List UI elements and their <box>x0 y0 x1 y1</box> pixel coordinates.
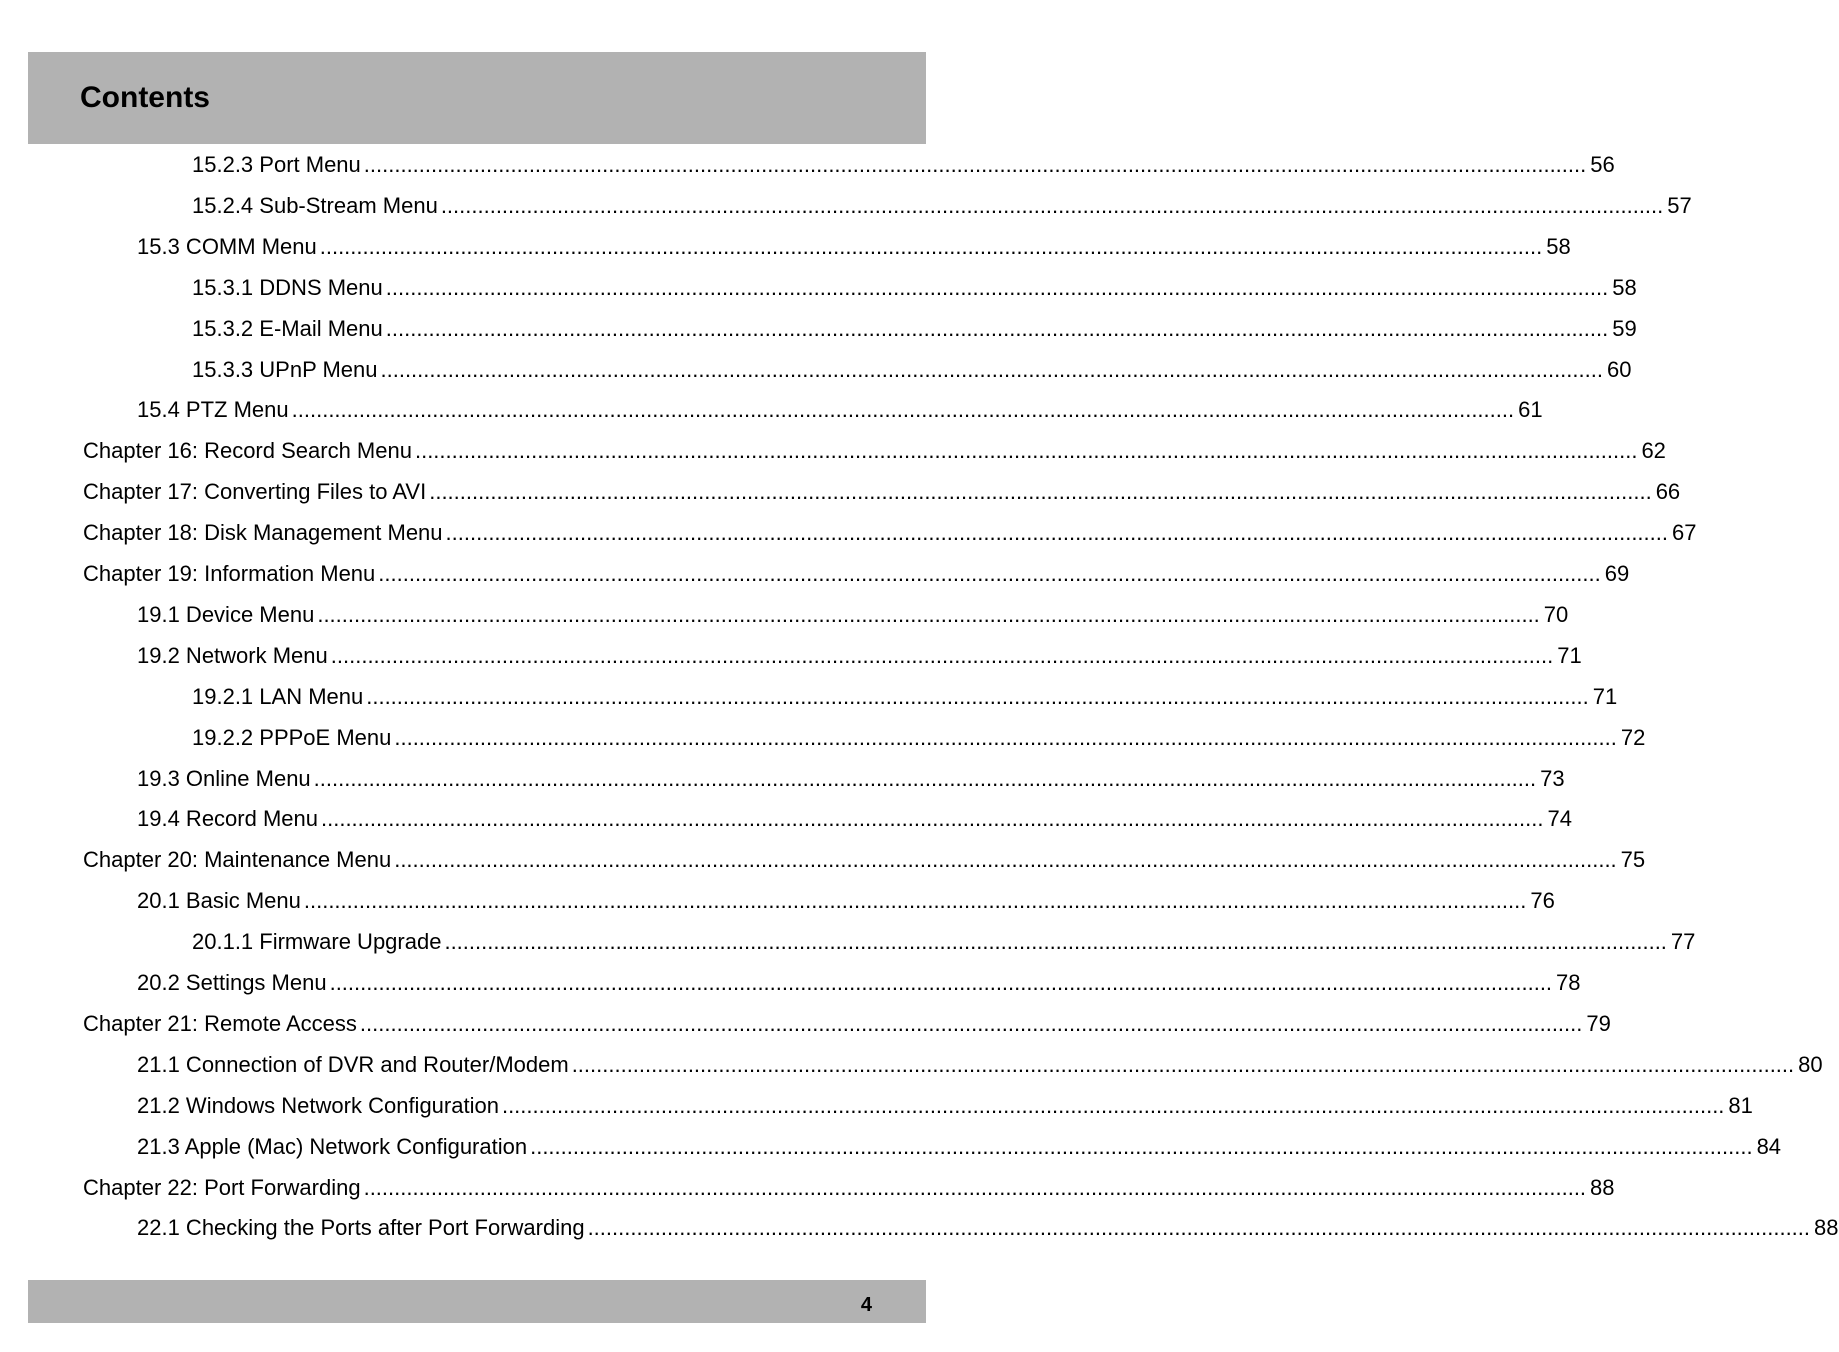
toc-entry[interactable] <box>83 518 1697 548</box>
toc-dot-leader: ........................................................................................................................................................................................................ <box>394 847 1617 872</box>
toc-entry-label: 15.2.3 Port Menu <box>192 152 361 177</box>
toc-entry[interactable] <box>83 1173 1615 1203</box>
toc-entry-page: 70 <box>1543 602 1569 627</box>
toc-dot-leader: ........................................................................................................................................................................................................ <box>366 684 1589 709</box>
toc-entry-label: 15.3.1 DDNS Menu <box>192 275 383 300</box>
toc-entry-page: 72 <box>1620 725 1646 750</box>
toc-entry-label: Chapter 21: Remote Access <box>83 1011 357 1036</box>
toc-entry-page: 71 <box>1557 643 1582 668</box>
toc-entry[interactable] <box>83 1009 1611 1039</box>
toc-entry[interactable] <box>137 804 1572 834</box>
toc-entry[interactable] <box>137 232 1571 262</box>
toc-entry-label: Chapter 22: Port Forwarding <box>83 1175 361 1200</box>
toc-entry[interactable] <box>83 477 1681 507</box>
toc-dot-leader: ........................................................................................................................................................................................................ <box>330 643 1554 668</box>
toc-entry[interactable] <box>137 395 1543 425</box>
toc-dot-leader: ........................................................................................................................................................................................................ <box>291 397 1515 422</box>
toc-entry-label: 20.1 Basic Menu <box>137 888 301 913</box>
toc-entry-page: 71 <box>1592 684 1618 709</box>
toc-dot-leader: ........................................................................................................................................................................................................ <box>359 1011 1583 1036</box>
toc-entry-label: 20.1.1 Firmware Upgrade <box>192 929 442 954</box>
toc-entry-page: 79 <box>1586 1011 1611 1036</box>
toc-entry-page: 75 <box>1620 847 1646 872</box>
toc-entry[interactable] <box>192 273 1637 303</box>
toc-entry-label: 22.1 Checking the Ports after Port Forwarding <box>137 1215 585 1240</box>
toc-dot-leader: ........................................................................................................................................................................................................ <box>313 766 1537 791</box>
toc-entry-page: 88 <box>1590 1175 1615 1200</box>
toc-entry[interactable] <box>192 927 1696 957</box>
toc-entry-label: 19.4 Record Menu <box>137 806 318 831</box>
toc-entry-page: 67 <box>1672 520 1697 545</box>
toc-entry[interactable] <box>137 886 1555 916</box>
footer-bar <box>28 1280 926 1323</box>
toc-entry-page: 84 <box>1756 1134 1782 1159</box>
page-number: 4 <box>860 1294 872 1316</box>
toc-dot-leader: ........................................................................................................................................................................................................ <box>394 725 1617 750</box>
toc-dot-leader: ........................................................................................................................................................................................................ <box>380 357 1603 382</box>
toc-dot-leader: ........................................................................................................................................................................................................ <box>414 438 1638 463</box>
toc-entry-label: Chapter 20: Maintenance Menu <box>83 847 392 872</box>
toc-entry-page: 69 <box>1604 561 1630 586</box>
toc-entry-page: 57 <box>1667 193 1692 218</box>
toc-entry-page: 78 <box>1556 970 1581 995</box>
toc-dot-leader: ........................................................................................................................................................................................................ <box>385 316 1609 341</box>
toc-entry-page: 74 <box>1547 806 1572 831</box>
toc-entry-label: Chapter 16: Record Search Menu <box>83 438 412 463</box>
toc-dot-leader: ........................................................................................................................................................................................................ <box>363 152 1587 177</box>
toc-entry[interactable] <box>192 355 1632 385</box>
toc-entry-label: 15.3.3 UPnP Menu <box>192 357 378 382</box>
toc-entry[interactable] <box>83 845 1646 875</box>
toc-entry-label: 19.2 Network Menu <box>137 643 328 668</box>
toc-entry-label: 21.2 Windows Network Configuration <box>137 1093 499 1118</box>
toc-entry[interactable] <box>192 191 1692 221</box>
toc-entry-label: Chapter 18: Disk Management Menu <box>83 520 443 545</box>
toc-entry[interactable] <box>137 1050 1823 1080</box>
toc-entry[interactable] <box>137 1132 1782 1162</box>
toc-dot-leader: ........................................................................................................................................................................................................ <box>378 561 1601 586</box>
toc-entry-page: 80 <box>1798 1052 1823 1077</box>
toc-entry-page: 76 <box>1530 888 1555 913</box>
toc-entry-page: 81 <box>1728 1093 1753 1118</box>
toc-entry-page: 56 <box>1590 152 1615 177</box>
toc-entry-page: 61 <box>1518 397 1543 422</box>
toc-dot-leader: ........................................................................................................................................................................................................ <box>445 520 1668 545</box>
toc-entry-page: 73 <box>1540 766 1565 791</box>
toc-entry-label: 15.4 PTZ Menu <box>137 397 289 422</box>
toc-entry-label: 20.2 Settings Menu <box>137 970 327 995</box>
toc-entry-label: 19.2.1 LAN Menu <box>192 684 364 709</box>
toc-dot-leader: ........................................................................................................................................................................................................ <box>429 479 1652 504</box>
toc-entry-label: 21.3 Apple (Mac) Network Configuration <box>137 1134 528 1159</box>
toc-dot-leader: ........................................................................................................................................................................................................ <box>317 602 1540 627</box>
toc-entry-label: Chapter 19: Information Menu <box>83 561 376 586</box>
toc-entry[interactable] <box>137 968 1581 998</box>
toc-dot-leader: ........................................................................................................................................................................................................ <box>587 1215 1811 1240</box>
toc-dot-leader: ........................................................................................................................................................................................................ <box>530 1134 1753 1159</box>
toc-entry-page: 58 <box>1612 275 1637 300</box>
toc-entry-page: 58 <box>1546 234 1571 259</box>
toc-entry[interactable] <box>137 600 1569 630</box>
toc-entry-page: 62 <box>1641 438 1666 463</box>
toc-entry[interactable] <box>83 436 1666 466</box>
toc-entry-label: 19.2.2 PPPoE Menu <box>192 725 392 750</box>
toc-entry-label: 15.3 COMM Menu <box>137 234 317 259</box>
toc-entry[interactable] <box>192 150 1615 180</box>
toc-entry-page: 77 <box>1670 929 1696 954</box>
toc-entry-label: 19.1 Device Menu <box>137 602 315 627</box>
toc-entry[interactable] <box>192 723 1646 753</box>
toc-dot-leader: ........................................................................................................................................................................................................ <box>321 806 1544 831</box>
toc-entry-label: 15.3.2 E-Mail Menu <box>192 316 383 341</box>
page-title: Contents <box>80 81 210 114</box>
toc-dot-leader: ........................................................................................................................................................................................................ <box>440 193 1664 218</box>
toc-entry[interactable] <box>192 314 1637 344</box>
toc-entry-page: 60 <box>1606 357 1632 382</box>
toc-entry[interactable] <box>137 1091 1753 1121</box>
toc-entry[interactable] <box>137 764 1565 794</box>
toc-dot-leader: ........................................................................................................................................................................................................ <box>385 275 1609 300</box>
toc-entry[interactable] <box>192 682 1618 712</box>
toc-dot-leader: ........................................................................................................................................................................................................ <box>319 234 1543 259</box>
toc-dot-leader: ........................................................................................................................................................................................................ <box>329 970 1553 995</box>
toc-dot-leader: ........................................................................................................................................................................................................ <box>501 1093 1725 1118</box>
toc-dot-leader: ........................................................................................................................................................................................................ <box>303 888 1527 913</box>
toc-entry-page: 88 <box>1814 1215 1839 1240</box>
toc-entry[interactable] <box>83 559 1630 589</box>
toc-dot-leader: ........................................................................................................................................................................................................ <box>571 1052 1795 1077</box>
toc-entry-label: Chapter 17: Converting Files to AVI <box>83 479 427 504</box>
toc-dot-leader: ........................................................................................................................................................................................................ <box>444 929 1667 954</box>
toc-entry[interactable] <box>137 1213 1839 1243</box>
toc-entry-label: 19.3 Online Menu <box>137 766 311 791</box>
toc-entry-label: 15.2.4 Sub-Stream Menu <box>192 193 438 218</box>
header-bar <box>28 52 926 144</box>
toc-entry-page: 59 <box>1612 316 1637 341</box>
toc-entry-page: 66 <box>1655 479 1681 504</box>
toc-entry-label: 21.1 Connection of DVR and Router/Modem <box>137 1052 569 1077</box>
toc-dot-leader: ........................................................................................................................................................................................................ <box>363 1175 1587 1200</box>
toc-entry[interactable] <box>137 641 1582 671</box>
